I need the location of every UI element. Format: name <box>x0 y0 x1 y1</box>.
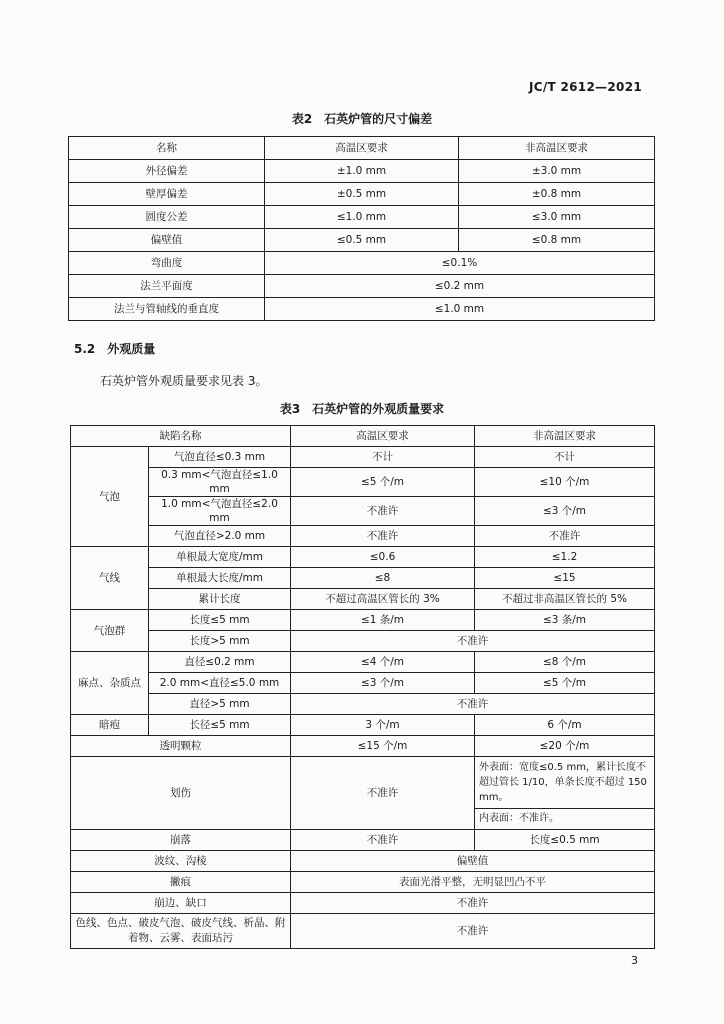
table-cell: 不准许 <box>291 526 475 547</box>
table-cell: 不准许 <box>475 526 655 547</box>
defect-name-cell: 暗疱 <box>71 715 149 736</box>
table-cell: 单根最大长度/mm <box>149 568 291 589</box>
table-cell: 不准许 <box>291 893 655 914</box>
table-row <box>71 497 655 526</box>
table-cell: 不准许 <box>291 830 475 851</box>
table-row <box>71 447 655 468</box>
table-cell: ≤0.5 mm <box>265 229 459 252</box>
table-row <box>71 694 655 715</box>
table-cell: ≤3 个/m <box>291 673 475 694</box>
table-cell: 不准许 <box>291 694 655 715</box>
header-cell: 高温区要求 <box>265 137 459 160</box>
table-cell: ≤1 条/m <box>291 610 475 631</box>
table-cell: 长度≤0.5 mm <box>475 830 655 851</box>
table-row <box>71 893 655 914</box>
table-row <box>71 715 655 736</box>
table-row <box>69 206 655 229</box>
table-cell: 不准许 <box>291 757 475 830</box>
table-row <box>71 610 655 631</box>
table3-title: 表3 石英炉管的外观质量要求 <box>279 402 445 416</box>
table-cell: 偏壁值 <box>291 851 655 872</box>
table-row <box>71 468 655 497</box>
table-row <box>69 298 655 321</box>
table-cell: 长度≤5 mm <box>149 610 291 631</box>
table-cell: 不准许 <box>291 497 475 526</box>
header-cell: 非高温区要求 <box>459 137 655 160</box>
table-cell: 气泡直径≤0.3 mm <box>149 447 291 468</box>
table-row <box>71 589 655 610</box>
defect-name-cell: 麻点、杂质点 <box>71 652 149 715</box>
scratch-inner-text: 内表面：不准许。 <box>475 808 654 826</box>
table-row <box>71 631 655 652</box>
table-row <box>71 736 655 757</box>
section-paragraph: 石英炉管外观质量要求见表 3。 <box>100 374 268 388</box>
table-cell: ≤0.6 <box>291 547 475 568</box>
table-cell: 法兰与管轴线的垂直度 <box>69 298 265 321</box>
table-row <box>71 851 655 872</box>
table-cell: ≤1.0 mm <box>265 206 459 229</box>
defect-name-cell: 气线 <box>71 547 149 610</box>
table-cell: ≤0.8 mm <box>459 229 655 252</box>
table-cell: 长度>5 mm <box>149 631 291 652</box>
table-cell: 6 个/m <box>475 715 655 736</box>
table-cell: 不准许 <box>291 914 655 949</box>
table-row <box>69 183 655 206</box>
table-cell: ≤4 个/m <box>291 652 475 673</box>
header-cell: 名称 <box>69 137 265 160</box>
table-cell: 壁厚偏差 <box>69 183 265 206</box>
table-cell: ≤3 个/m <box>475 497 655 526</box>
table-row <box>71 526 655 547</box>
table-row <box>71 757 655 830</box>
table-cell: ≤20 个/m <box>475 736 655 757</box>
table-header-row <box>69 137 655 160</box>
table-cell: 不超过非高温区管长的 5% <box>475 589 655 610</box>
defect-name-cell: 透明颗粒 <box>71 736 291 757</box>
table-cell: ≤0.2 mm <box>265 275 655 298</box>
table-cell: 2.0 mm<直径≤5.0 mm <box>149 673 291 694</box>
table-cell: 1.0 mm<气泡直径≤2.0 mm <box>149 497 291 526</box>
table-header-row <box>71 426 655 447</box>
table-row <box>69 160 655 183</box>
header-cell: 非高温区要求 <box>475 426 655 447</box>
table-cell: ±0.5 mm <box>265 183 459 206</box>
defect-name-cell: 崩落 <box>71 830 291 851</box>
header-cell: 缺陷名称 <box>71 426 291 447</box>
table-cell: 直径>5 mm <box>149 694 291 715</box>
table-cell: ≤10 个/m <box>475 468 655 497</box>
standard-code: JC/T 2612—2021 <box>528 80 642 94</box>
table-row <box>69 229 655 252</box>
defect-name-cell: 撇痕 <box>71 872 291 893</box>
table-cell: ≤0.1% <box>265 252 655 275</box>
table-cell: ±0.8 mm <box>459 183 655 206</box>
defect-name-cell: 气泡 <box>71 447 149 547</box>
defect-name-cell: 崩边、缺口 <box>71 893 291 914</box>
table-cell: 单根最大宽度/mm <box>149 547 291 568</box>
table-row <box>71 568 655 589</box>
page-number: 3 <box>631 954 638 967</box>
header-cell: 高温区要求 <box>291 426 475 447</box>
scratch-requirement-cell <box>475 757 655 830</box>
defect-name-cell: 划伤 <box>71 757 291 830</box>
table-cell: ≤8 个/m <box>475 652 655 673</box>
table-cell: 不准许 <box>291 631 655 652</box>
scratch-outer-text: 外表面：宽度≤0.5 mm，累计长度不超过管长 1/10，单条长度不超过 150 mm。 <box>479 762 647 803</box>
table-cell: ≤15 <box>475 568 655 589</box>
table-row <box>71 872 655 893</box>
table-row <box>71 830 655 851</box>
table-cell: 不计 <box>475 447 655 468</box>
table-cell: ≤8 <box>291 568 475 589</box>
table-cell: ≤5 个/m <box>475 673 655 694</box>
table-cell: 不计 <box>291 447 475 468</box>
table-cell: 0.3 mm<气泡直径≤1.0 mm <box>149 468 291 497</box>
table-cell: 法兰平面度 <box>69 275 265 298</box>
table-cell: 长径≤5 mm <box>149 715 291 736</box>
table-cell: ≤1.2 <box>475 547 655 568</box>
table-cell: 弯曲度 <box>69 252 265 275</box>
table-cell: 表面光滑平整，无明显凹凸不平 <box>291 872 655 893</box>
table-cell: ≤15 个/m <box>291 736 475 757</box>
table-row <box>71 914 655 949</box>
defect-name-cell: 波纹、沟棱 <box>71 851 291 872</box>
table-cell: ≤3 条/m <box>475 610 655 631</box>
table-row <box>71 652 655 673</box>
table-cell: 气泡直径>2.0 mm <box>149 526 291 547</box>
table-cell: ±1.0 mm <box>265 160 459 183</box>
table-cell: 外径偏差 <box>69 160 265 183</box>
table-cell: 直径≤0.2 mm <box>149 652 291 673</box>
table-cell: 3 个/m <box>291 715 475 736</box>
defect-name-cell: 色线、色点、破皮气泡、破皮气线、析晶、附着物、云雾、表面玷污 <box>71 914 291 949</box>
table-row <box>71 547 655 568</box>
table-cell: 累计长度 <box>149 589 291 610</box>
table-cell: 偏壁值 <box>69 229 265 252</box>
table-cell: ≤5 个/m <box>291 468 475 497</box>
table-cell: ±3.0 mm <box>459 160 655 183</box>
table-cell: ≤3.0 mm <box>459 206 655 229</box>
dimension-deviation-table <box>68 136 655 321</box>
appearance-quality-table <box>70 425 655 949</box>
defect-name-cell: 气泡群 <box>71 610 149 652</box>
table2-title: 表2 石英炉管的尺寸偏差 <box>291 112 433 126</box>
table-row <box>69 252 655 275</box>
table-cell: 圆度公差 <box>69 206 265 229</box>
section-heading: 5.2 外观质量 <box>74 342 156 356</box>
table-row <box>71 673 655 694</box>
table-cell: ≤1.0 mm <box>265 298 655 321</box>
table-cell: 不超过高温区管长的 3% <box>291 589 475 610</box>
table-row <box>69 275 655 298</box>
